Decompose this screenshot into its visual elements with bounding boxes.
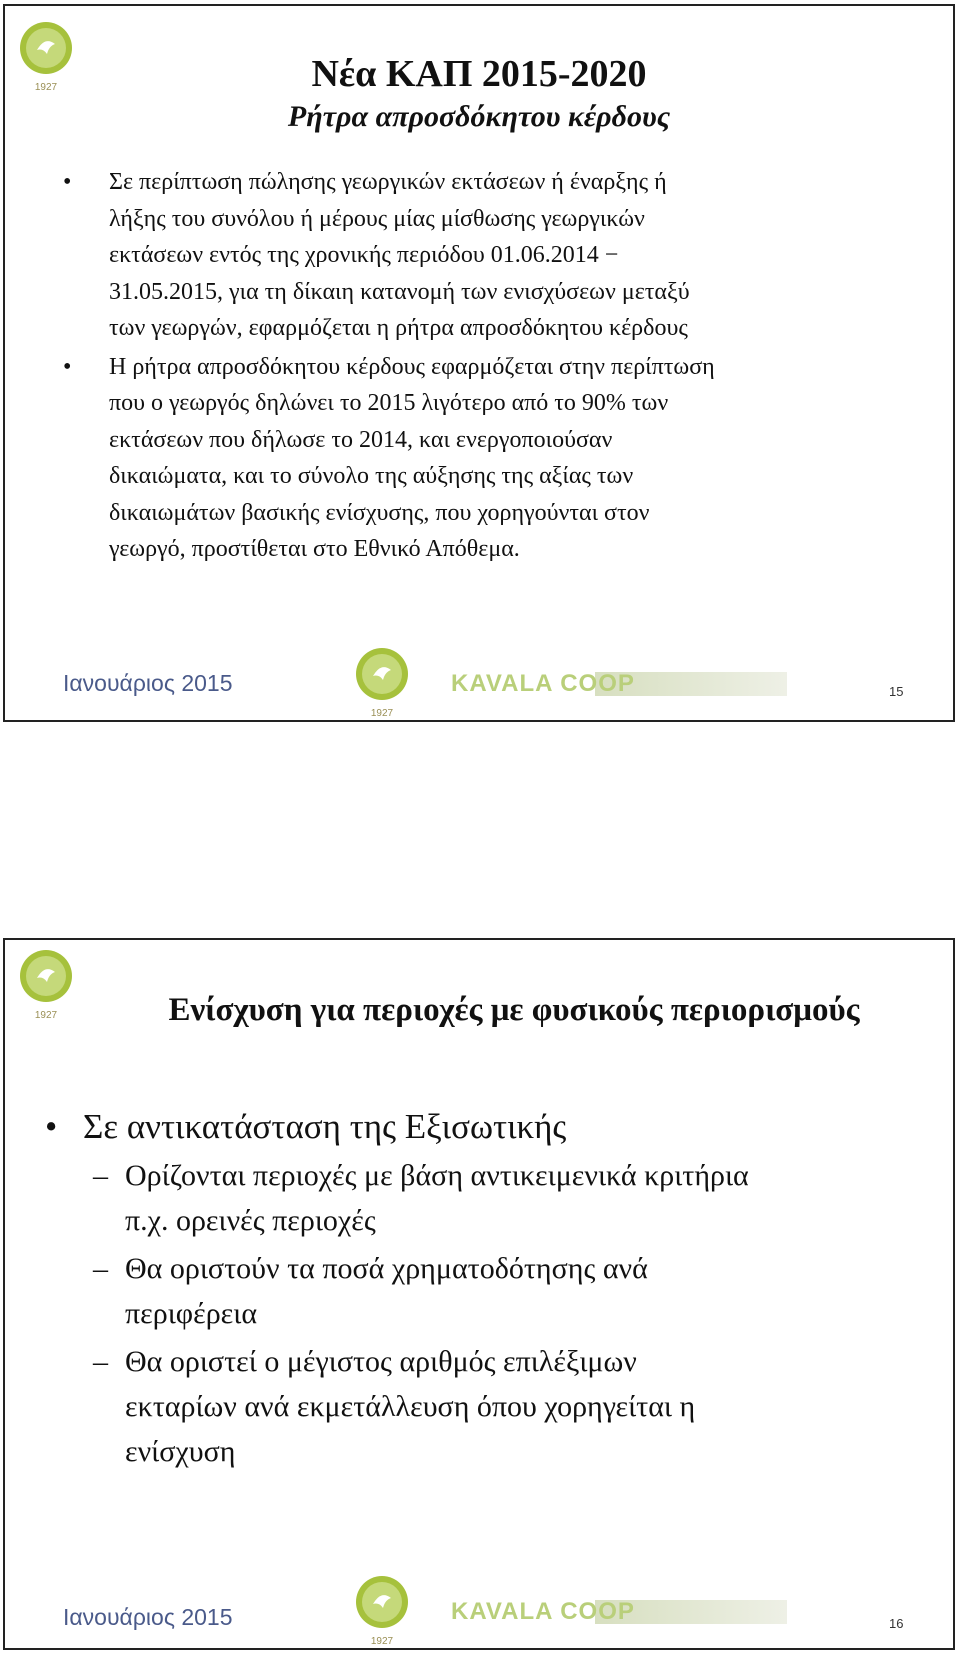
footer-brand: KAVALA COOP: [451, 670, 635, 697]
slide-title: Ενίσχυση για περιοχές με φυσικούς περιορισμούς: [168, 992, 860, 1028]
text-line: Σε περίπτωση πώλησης γεωργικών εκτάσεων ή έναρξης ή: [109, 169, 667, 195]
text-line: περιφέρεια: [125, 1297, 258, 1330]
sub-bullet-list: [45, 1153, 925, 1474]
list-item: [45, 1104, 925, 1150]
text-line: των γεωργών, εφαρμόζεται η ρήτρα απροσδόκητου κέρδους: [109, 315, 688, 341]
text-line: δικαιώματα, και το σύνολο της αύξησης της αξίας των: [109, 463, 634, 489]
svg-text:1927: 1927: [370, 1636, 394, 1647]
text-line: εκτάσεων εντός της χρονικής περιόδου 01.06.2014 −: [109, 242, 619, 268]
bullet-list: [45, 1104, 925, 1474]
text-line: Θα οριστούν τα ποσά χρηματοδότησης ανά: [125, 1252, 648, 1285]
text-line: Ορίζονται περιοχές με βάση αντικειμενικά κριτήρια: [125, 1159, 749, 1192]
text-line: εκτάσεων που δήλωσε το 2014, και ενεργοποιούσαν: [109, 426, 613, 453]
svg-text:1927: 1927: [370, 708, 394, 719]
text-line: που ο γεωργός δηλώνει το 2015 λιγότερο από το 90% των: [109, 390, 669, 416]
dash-icon: –: [93, 1252, 108, 1285]
bullet-dot-icon: •: [63, 353, 72, 380]
list-item: [45, 1246, 925, 1336]
list-item: [45, 1153, 925, 1243]
text-line: λήξης του συνόλου ή μέρους μίας μίσθωσης γεωργικών: [109, 205, 645, 232]
text-line: 31.05.2015, για τη δίκαιη κατανομή των ενισχύσεων μεταξύ: [109, 278, 690, 305]
list-item: [45, 1339, 925, 1474]
slide-15: [3, 4, 955, 722]
text-line: ενίσχυση: [125, 1435, 236, 1468]
cooperative-logo-icon: [15, 948, 77, 1022]
footer-date: Ιανουάριος 2015: [63, 1604, 233, 1630]
slide-16: [3, 938, 955, 1650]
dash-icon: –: [93, 1345, 108, 1378]
text-line: εκταρίων ανά εκμετάλλευση όπου χορηγείται η: [125, 1390, 696, 1423]
bullet-dot-icon: •: [45, 1107, 58, 1146]
text-line: γεωργό, προστίθεται στο Εθνικό Απόθεμα.: [109, 536, 520, 562]
bullet-dot-icon: •: [63, 169, 72, 195]
text-line: Η ρήτρα απροσδόκητου κέρδους εφαρμόζεται στην περίπτωση: [109, 353, 715, 380]
footer-logo-icon: [351, 1574, 413, 1648]
svg-text:1927: 1927: [34, 82, 58, 93]
dash-icon: –: [93, 1159, 108, 1192]
bullet-list: [61, 164, 931, 568]
slide-title: Νέα ΚΑΠ 2015-2020: [311, 53, 647, 95]
text-line: Σε αντικατάσταση της Εξισωτικής: [83, 1107, 567, 1146]
footer-logo-icon: [351, 646, 413, 720]
footer-date: Ιανουάριος 2015: [63, 670, 233, 696]
footer-brand: KAVALA COOP: [451, 1598, 635, 1625]
slide-subtitle: Ρήτρα απροσδόκητου κέρδους: [287, 100, 671, 133]
text-line: Θα οριστεί ο μέγιστος αριθμός επιλέξιμων: [125, 1345, 637, 1378]
svg-text:1927: 1927: [34, 1010, 58, 1021]
list-item: [61, 164, 931, 347]
text-line: π.χ. ορεινές περιοχές: [125, 1204, 376, 1237]
list-item: [61, 349, 931, 568]
text-line: δικαιωμάτων βασικής ενίσχυσης, που χορηγούνται στον: [109, 499, 650, 526]
page-number: 16: [889, 1616, 904, 1631]
page-number: 15: [889, 684, 904, 699]
